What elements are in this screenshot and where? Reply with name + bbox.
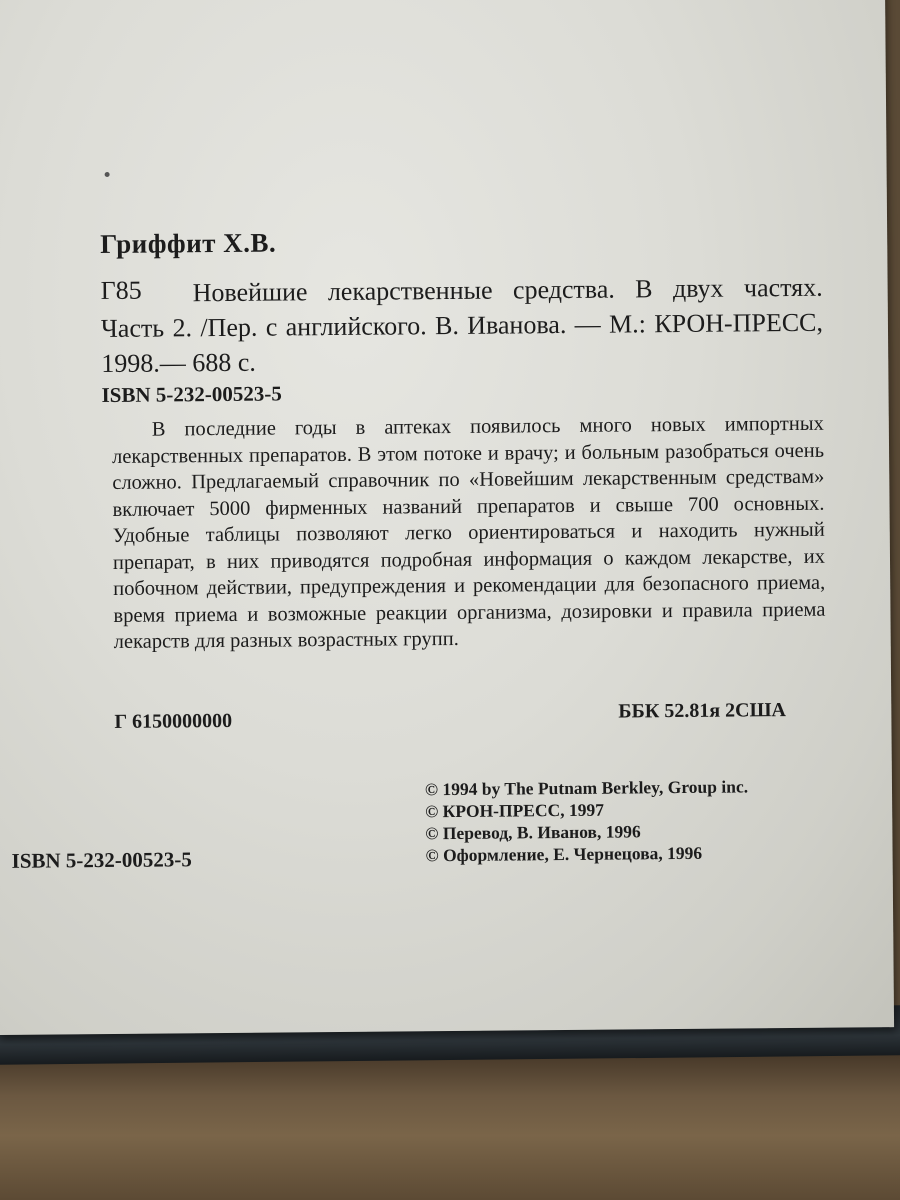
wooden-table xyxy=(0,1040,900,1200)
copyright-line: © 1994 by The Putnam Berkley, Group inc. xyxy=(424,776,749,800)
author-name: Гриффит Х.В. xyxy=(100,227,277,260)
bbk-index: ББК 52.81я 2США xyxy=(618,699,787,723)
copyright-line: © Оформление, Е. Чернецова, 1996 xyxy=(425,842,703,866)
ink-speck xyxy=(105,172,110,177)
copyright-line: © Перевод, В. Иванов, 1996 xyxy=(425,821,641,844)
title-text: Новейшие лекарственные средства. В двух частях. Часть 2. /Пер. с английского. В. Иванова. — М.: КРОН-ПРЕСС, 1998.— 688 с. xyxy=(100,272,824,379)
annotation-text: В последние годы в аптеках появилось много новых импортных лекарственных препаратов. В этом потоке и врачу; и больным разобраться очень сложно. Предлагаемый справочник по «Новейшим лекарственным средствам» включает 5000 фирменных названий препаратов и свыше 700 основных. Удобные таблицы позволяют легко ориентироваться и находить нужный препарат, в них приводятся подробная информация о каждом лекарстве, их побочном действии, предупреждения и рекомендации для безопасного приема, время приема и возможные реакции организма, дозировки и правила приема лекарств для разных возрастных групп. xyxy=(111,412,826,653)
isbn-top: ISBN 5-232-00523-5 xyxy=(101,381,282,408)
classification-code: Г 6150000000 xyxy=(114,709,233,733)
copyright-block xyxy=(425,775,846,867)
isbn-bottom: ISBN 5-232-00523-5 xyxy=(11,847,192,873)
bibliographic-description xyxy=(101,270,824,381)
annotation xyxy=(112,411,826,656)
copyright-line: © КРОН-ПРЕСС, 1997 xyxy=(425,799,605,822)
catalog-code: Г85 xyxy=(100,275,142,306)
